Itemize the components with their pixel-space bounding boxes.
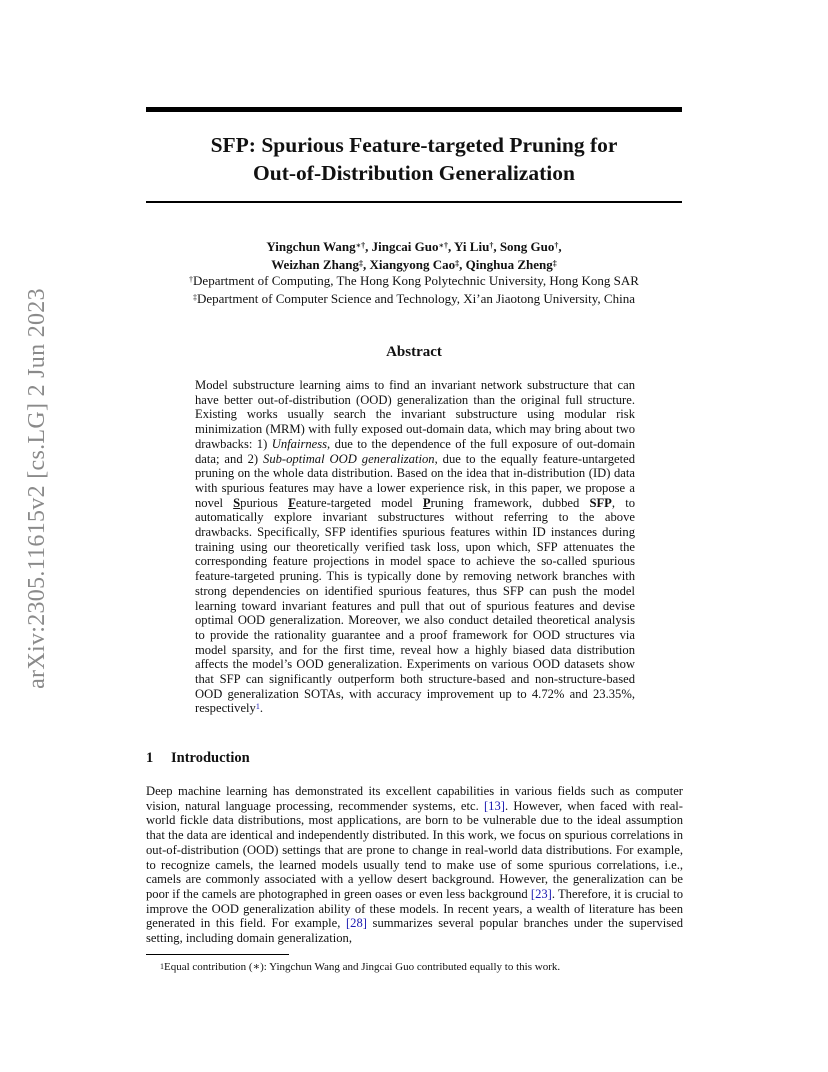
author-line-1: Yingchun Wang∗†, Jingcai Guo∗†, Yi Liu†, Song Guo†, (266, 239, 562, 254)
author-name: Jingcai Guo (371, 239, 439, 254)
citation-link[interactable]: [13] (483, 798, 505, 813)
title-top-rule (146, 107, 682, 112)
citation-link[interactable]: [23] (530, 886, 552, 901)
author-mark: † (489, 241, 494, 250)
citation-link[interactable]: [28] (345, 916, 367, 931)
author-name: Song Guo (499, 239, 555, 254)
section-heading-introduction (146, 750, 250, 767)
section-number: 1 (146, 750, 154, 766)
author-mark: ‡ (359, 258, 364, 268)
footnote-rule (146, 954, 289, 955)
author-name: Qinghua Zheng (465, 256, 553, 272)
abstract-body: Model substructure learning aims to find an invariant network substructure that can have better out-of-distribution (OOD) generalization than the original full structure. Existing works usually search the invariant substructure using modular risk minimization (MRM) with fully exposed out-domain data, which may bring about two drawbacks: 1) Unfairness, due to the dependence of the full exposure of out-domain data; and 2) Sub-optimal OOD generalization, due to the equally feature-untargeted pruning on the whole data distribution. Based on the idea that in-distribution (ID) data with spurious features may have a lower experience risk, in this paper, we propose a novel Spurious Feature-targeted model Pruning framework, dubbed SFP, to automatically explore invariant substructures without referring to the above drawbacks. Specifically, SFP identifies spurious features within ID instances during training using our theoretically verified task loss, upon which, SFP attenuates the corresponding feature projections in model space to achieve the so-called spurious feature-targeted pruning. This is typically done by removing network branches with strong dependencies on identified spurious features, thus SFP can push the model learning toward invariant features and pull that out of spurious features and devise optimal OOD generalization. Moreover, we also conduct detailed theoretical analysis to provide the rationality guarantee and a proof framework for OOD structures via model sparsity, and for the first time, reveal how a highly biased data distribution affects the model’s OOD generalization. Experiments on various OOD datasets show that SFP can significantly outperform both structure-based and non-structure-based OOD generalization SOTAs, with accuracy improvement up to 4.72% and 23.35%, respectively$^1$. (195, 378, 635, 716)
abstract-heading: Abstract (386, 344, 442, 360)
affiliation-1: †Department of Computing, The Hong Kong Polytechnic University, Hong Kong SAR (189, 273, 639, 288)
author-line-2: Weizhan Zhang‡, Xiangyong Cao‡, Qinghua Zheng‡ (271, 256, 557, 272)
affiliation-list (146, 272, 682, 308)
author-mark: ‡ (455, 258, 460, 268)
affiliation-mark: ‡ (193, 293, 197, 302)
author-name: Xiangyong Cao (369, 256, 456, 272)
affiliation-mark: † (189, 275, 194, 284)
emphasis: Sub-optimal OOD generalization (263, 451, 435, 466)
method-name: SFP (589, 495, 612, 510)
paper-title (146, 131, 682, 187)
author-name: Weizhan Zhang (271, 256, 360, 272)
footnote-mark: 1 (160, 962, 164, 971)
section-title: Introduction (171, 750, 250, 766)
arxiv-identifier: arXiv:2305.11615v2 [cs.LG] 2 Jun 2023 (23, 287, 50, 689)
author-name: Yi Liu (454, 239, 490, 254)
footnote: $^1$Equal contribution (∗): Yingchun Wang and Jingcai Guo contributed equally to this work. (160, 961, 561, 973)
title-bottom-rule (146, 201, 682, 203)
arxiv-side-stamp (22, 287, 52, 689)
title-line-1: SFP: Spurious Feature-targeted Pruning for (210, 133, 618, 157)
author-mark: † (554, 241, 559, 250)
author-list (146, 238, 682, 273)
introduction-paragraph: Deep machine learning has demonstrated its excellent capabilities in various fields such as computer vision, natural language processing, recommender systems, etc. [13]. However, when faced with real-world fickle data distributions, most applications, are born to be vulnerable due to the ideal assumption that the data are identical and independently distributed. In this work, we focus on spurious correlations in out-of-distribution (OOD) settings that are prone to change in real-world data distributions. For example, to recognize camels, the learned models usually tend to make use of some spurious correlations, i.e., camels are commonly associated with a yellow desert background. However, the generalization can be poor if the camels are photographed in green oases or even less background [23]. Therefore, it is crucial to improve the OOD generalization ability of these models. In recent years, a wealth of literature has been generated in this field. For example, [28] summarizes several popular branches under the supervised setting, including domain generalization, (146, 784, 683, 946)
author-mark: ∗† (438, 241, 448, 250)
affiliation-2: ‡Department of Computer Science and Technology, Xi’an Jiaotong University, China (193, 291, 635, 306)
author-name: Yingchun Wang (266, 239, 356, 254)
author-mark: ‡ (552, 258, 557, 268)
title-line-2: Out-of-Distribution Generalization (253, 161, 575, 185)
footnote-link[interactable]: 1 (255, 702, 260, 712)
emphasis: Unfairness (271, 436, 328, 451)
author-mark: ∗† (355, 241, 366, 250)
